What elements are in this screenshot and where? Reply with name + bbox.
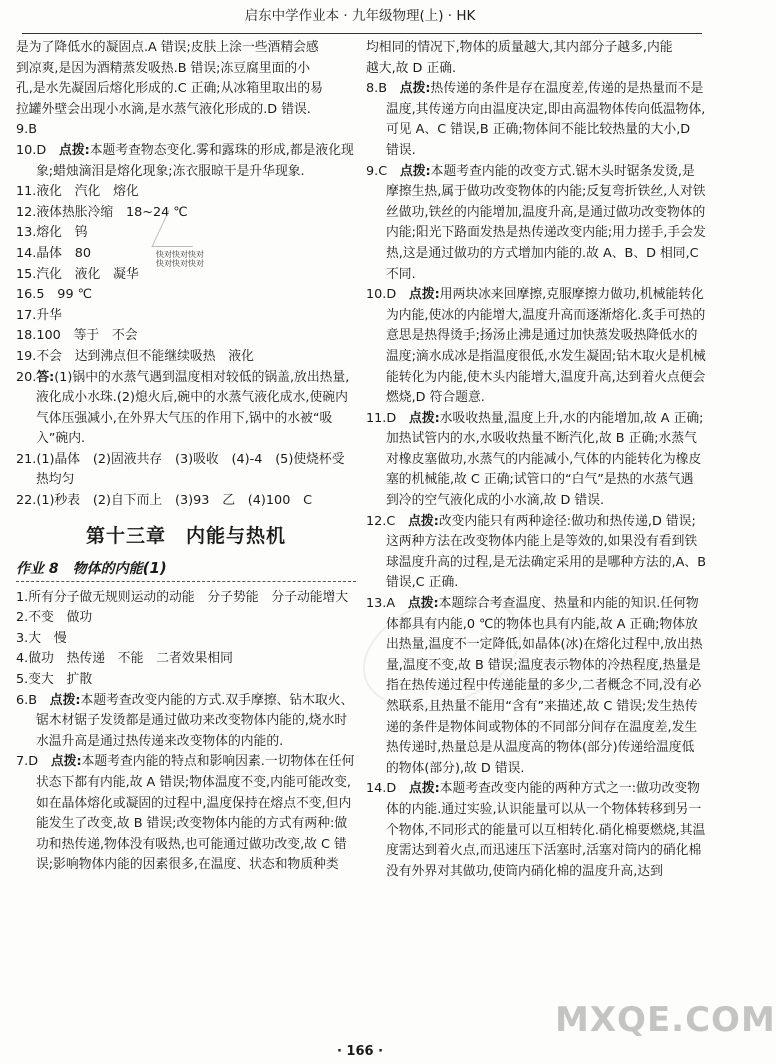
answer-number: 22. (16, 493, 37, 509)
answer-number: 11. (366, 410, 387, 426)
right-top-line: 越大,故 D 正确. (366, 60, 457, 76)
answer-number: 10. (16, 142, 37, 158)
hint-keyword: 点拨: (409, 410, 440, 426)
homework-title-prefix: 作业 8 物体的内能 (16, 560, 143, 577)
answer-item (16, 347, 356, 368)
answer-text: D 点拨:本题考查物态变化.雾和露珠的形成,都是液化现象;蜡烛滴泪是熔化现象;冻衣服晾干是升华现象. (36, 142, 354, 179)
hint-keyword: 点拨: (59, 142, 90, 158)
answer-number: 1. (16, 589, 29, 605)
right-top-block (366, 38, 706, 79)
answer-number: 9. (366, 163, 379, 179)
answer-text: 100 等于 不会 (36, 328, 138, 344)
page-header: 启东中学作业本 · 九年级物理(上) · HK (244, 8, 476, 24)
answer-text: 5 99 ℃ (36, 287, 93, 303)
answer-item (16, 691, 356, 753)
hint-keyword: 点拨: (409, 781, 440, 797)
answer-item (16, 670, 356, 691)
answer-text: 做功 热传递 不能 二者效果相同 (28, 651, 233, 667)
answer-number: 7. (16, 754, 29, 770)
margin-stamp-line: 快对快对快对 (156, 259, 204, 268)
answer-item (16, 285, 356, 306)
answer-number: 15. (16, 266, 37, 282)
hint-keyword: 点拨: (407, 596, 439, 612)
answer-item (366, 79, 706, 161)
answer-item (16, 491, 356, 512)
homework-title-suffix: (1) (142, 558, 167, 577)
page-number: · 166 · (336, 1044, 384, 1059)
right-top-line: 均相同的情况下,物体的质量越大,其内部分子越多,内能 (366, 40, 673, 55)
hint-keyword: 点拨: (409, 287, 440, 303)
hint-keyword: 点拨: (50, 754, 82, 770)
answer-text: B 点拨:本题考查改变内能的方式.双手摩擦、钻木取火、锯木材锯子发烫都是通过做功来改变物体内能的,烧水时水温升高是通过热传递来改变物体的内能的. (28, 692, 354, 749)
answer-number: 3. (16, 630, 29, 646)
answer-number: 13. (366, 596, 387, 612)
answer-text: B (28, 122, 37, 138)
answer-text: B 点拨:热传递的条件是存在温度差,传递的是热量而不是温度,其传递方向由温度决定,即由高温物体传向低温物体,可见 A、C 错误,B 正确;物体间不能比较热量的大小,D 错误. (378, 81, 706, 158)
answer-item (366, 162, 706, 286)
margin-stamp-line: 快对快对快对 (156, 250, 204, 259)
left-column (16, 38, 356, 876)
answer-number: 12. (16, 204, 37, 220)
answer-text: 不变 做功 (28, 610, 93, 626)
answer-item (16, 182, 356, 203)
answer-number: 10. (366, 287, 387, 303)
answer-item (16, 649, 356, 670)
answer-number: 14. (16, 245, 37, 261)
answer-number: 6. (16, 692, 29, 708)
watermark-logo: MXQE.COM (555, 1000, 776, 1040)
hint-keyword: 点拨: (408, 513, 439, 529)
answer-number: 2. (16, 610, 29, 626)
answer-number: 9. (16, 122, 29, 138)
answer-item (16, 629, 356, 650)
answer-list-right (366, 79, 706, 882)
answer-number: 17. (16, 307, 37, 323)
hint-keyword: 点拨: (399, 163, 431, 179)
answer-number: 20. (16, 369, 37, 385)
answer-number: 16. (16, 287, 37, 303)
answer-text: D 点拨:用两块冰来回摩擦,克服摩擦力做功,机械能转化为内能,使冰的内能增大,温度升高而逐渐熔化.炙手可热的意思是热得烫手;扬汤止沸是通过加快蒸发吸热降低水的温度;滴水成冰是指温度很低,水发生凝固;钻木取火是机械能转化为内能,使木头内能增大,温度升高,达到着火点便会燃烧,D 符合题意. (386, 287, 706, 406)
answer-item (366, 512, 706, 594)
answer-number: 11. (16, 184, 37, 200)
left-top-line: 到凉爽,是因为酒精蒸发吸热.B 错误;冻豆腐里面的小 (16, 60, 311, 76)
answer-number: 21. (16, 451, 37, 467)
answer-text: 大 慢 (28, 630, 67, 646)
header-rule (22, 33, 702, 34)
answer-item (16, 608, 356, 629)
answer-list-a (16, 120, 356, 511)
answer-text: D 点拨:水吸收热量,温度上升,水的内能增加,故 A 正确;加热试管内的水,水吸收热量不断汽化,故 B 正确;水蒸气对橡皮塞做功,水蒸气的内能减小,气体的内能转化为橡皮塞的机械能,故 C 正确;试管口的“白气”是热的水蒸气遇到冷的空气液化成的小水滴,故 D 错误. (386, 410, 704, 509)
answer-number: 8. (366, 81, 379, 97)
answer-item (16, 141, 356, 182)
answer-text: 液化 汽化 熔化 (36, 184, 139, 200)
answer-item (16, 326, 356, 347)
answer-text: (1)晶体 (2)固液共存 (3)吸收 (4)-4 (5)使烧杯受热均匀 (36, 451, 345, 488)
answer-text: D 点拨:本题考查改变内能的两种方式之一:做功改变物体的内能.通过实验,认识能量可以从一个物体转移到另一个物体,不同形式的能量可以互相转化.硝化棉要燃烧,其温度需达到着火点,而迅速压下活塞时,活塞对筒内的硝化棉没有外界对其做功,使筒内硝化棉的温度升高,达到 (386, 781, 706, 879)
answer-text: A 点拨:本题综合考查温度、热量和内能的知识.任何物体都具有内能,0 ℃的物体也具有内能,故 A 正确;物体放出热量,温度不一定降低,如晶体(冰)在熔化过程中,放出热量,温度不变,故 B 错误;温度表示物体的冷热程度,热量是指在热传递过程中传递能量的多少,二者概念不同,没有必然联系,且热量不能用“含有”来描述,故 C 错误;发生热传递的条件是物体间或物体的不同部分间存在温度差,发生热传递时,热量总是从温度高的物体(部分)传递给温度低的物体(部分),故 D 错误. (386, 596, 703, 776)
answer-number: 14. (366, 781, 387, 797)
answer-list-b (16, 588, 356, 876)
homework-title (16, 557, 356, 580)
answer-text: D 点拨:本题考查内能的特点和影响因素.一切物体在任何状态下都有内能,故 A 错误;物体温度不变,内能可能改变,如在晶体熔化或凝固的过程中,温度保持在熔点不变,但内能发生了改变,故 B 错误;改变物体内能的方式有两种:做功和热传递,物体没有吸热,也可能通过做功改变,故 C 错误;影响物体内能的因素很多,在温度、状态和物质种类 (28, 754, 355, 873)
answer-number: 12. (366, 513, 387, 529)
answer-item (366, 409, 706, 512)
hint-keyword: 答: (36, 369, 55, 385)
answer-number: 5. (16, 672, 29, 688)
right-column (366, 38, 706, 882)
hint-keyword: 点拨: (399, 81, 431, 97)
answer-text: 汽化 液化 凝华 (36, 266, 139, 282)
margin-stamp (156, 250, 204, 268)
answer-number: 4. (16, 651, 29, 667)
answer-item (366, 594, 706, 779)
answer-text: 液体热胀冷缩 18~24 ℃ (36, 204, 188, 220)
answer-item (16, 120, 356, 141)
answer-number: 18. (16, 328, 37, 344)
answer-text: 晶体 80 (36, 245, 92, 261)
left-top-line: 拉罐外壁会出现小水滴,是水蒸气液化形成的.D 错误. (16, 101, 311, 117)
answer-text: 答:(1)锅中的水蒸气遇到温度相对较低的锅盖,放出热量,液化成小水珠.(2)熄火后,碗中的水蒸气液化成水,使碗内气体压强减小,在外界大气压的作用下,锅中的水被“吸入”碗内. (36, 369, 350, 447)
answer-text: C 点拨:改变内能只有两种途径:做功和热传递,D 错误;这两种方法在改变物体内能上是等效的,如果没有看到铁球温度升高的过程,是无法确定采用的是哪种方法的,A、B 错误,C 正确. (386, 513, 706, 591)
answer-text: C 点拨:本题考查内能的改变方式.锯木头时锯条发烫,是摩擦生热,属于做功改变物体的内能;反复弯折铁丝,人对铁丝做功,铁丝的内能增加,温度升高,是通过做功改变物体的内能;阳光下路面发热是热传递改变内能;用力搓手,手会发热,这是通过做功的方式增加内能的.故 A、B、D 相同,C 不同. (378, 163, 706, 282)
answer-item (16, 306, 356, 327)
hint-keyword: 点拨: (49, 692, 81, 708)
answer-item (366, 779, 706, 882)
left-top-line: 是为了降低水的凝固点.A 错误;皮肤上涂一些酒精会感 (16, 40, 319, 55)
answer-number: 19. (16, 348, 37, 364)
answer-text: 变大 扩散 (28, 672, 93, 688)
chapter-title: 第十三章 内能与热机 (85, 524, 286, 547)
answer-text: 熔化 钨 (36, 225, 88, 241)
answer-number: 13. (16, 225, 37, 241)
answer-text: 升华 (36, 307, 62, 323)
left-top-line: 孔,是水先凝固后熔化形成的.C 正确;从冰箱里取出的易 (16, 81, 323, 97)
answer-text: (1)秒表 (2)自下而上 (3)93 乙 (4)100 C (36, 493, 313, 509)
answer-item (16, 368, 356, 450)
answer-item (16, 450, 356, 491)
answer-item (366, 285, 706, 409)
answer-text: 不会 达到沸点但不能继续吸热 液化 (36, 348, 254, 364)
answer-item (16, 752, 356, 876)
answer-item (16, 588, 356, 609)
left-top-block (16, 38, 356, 120)
answer-text: 所有分子做无规则运动的动能 分子势能 分子动能增大 (28, 589, 349, 605)
